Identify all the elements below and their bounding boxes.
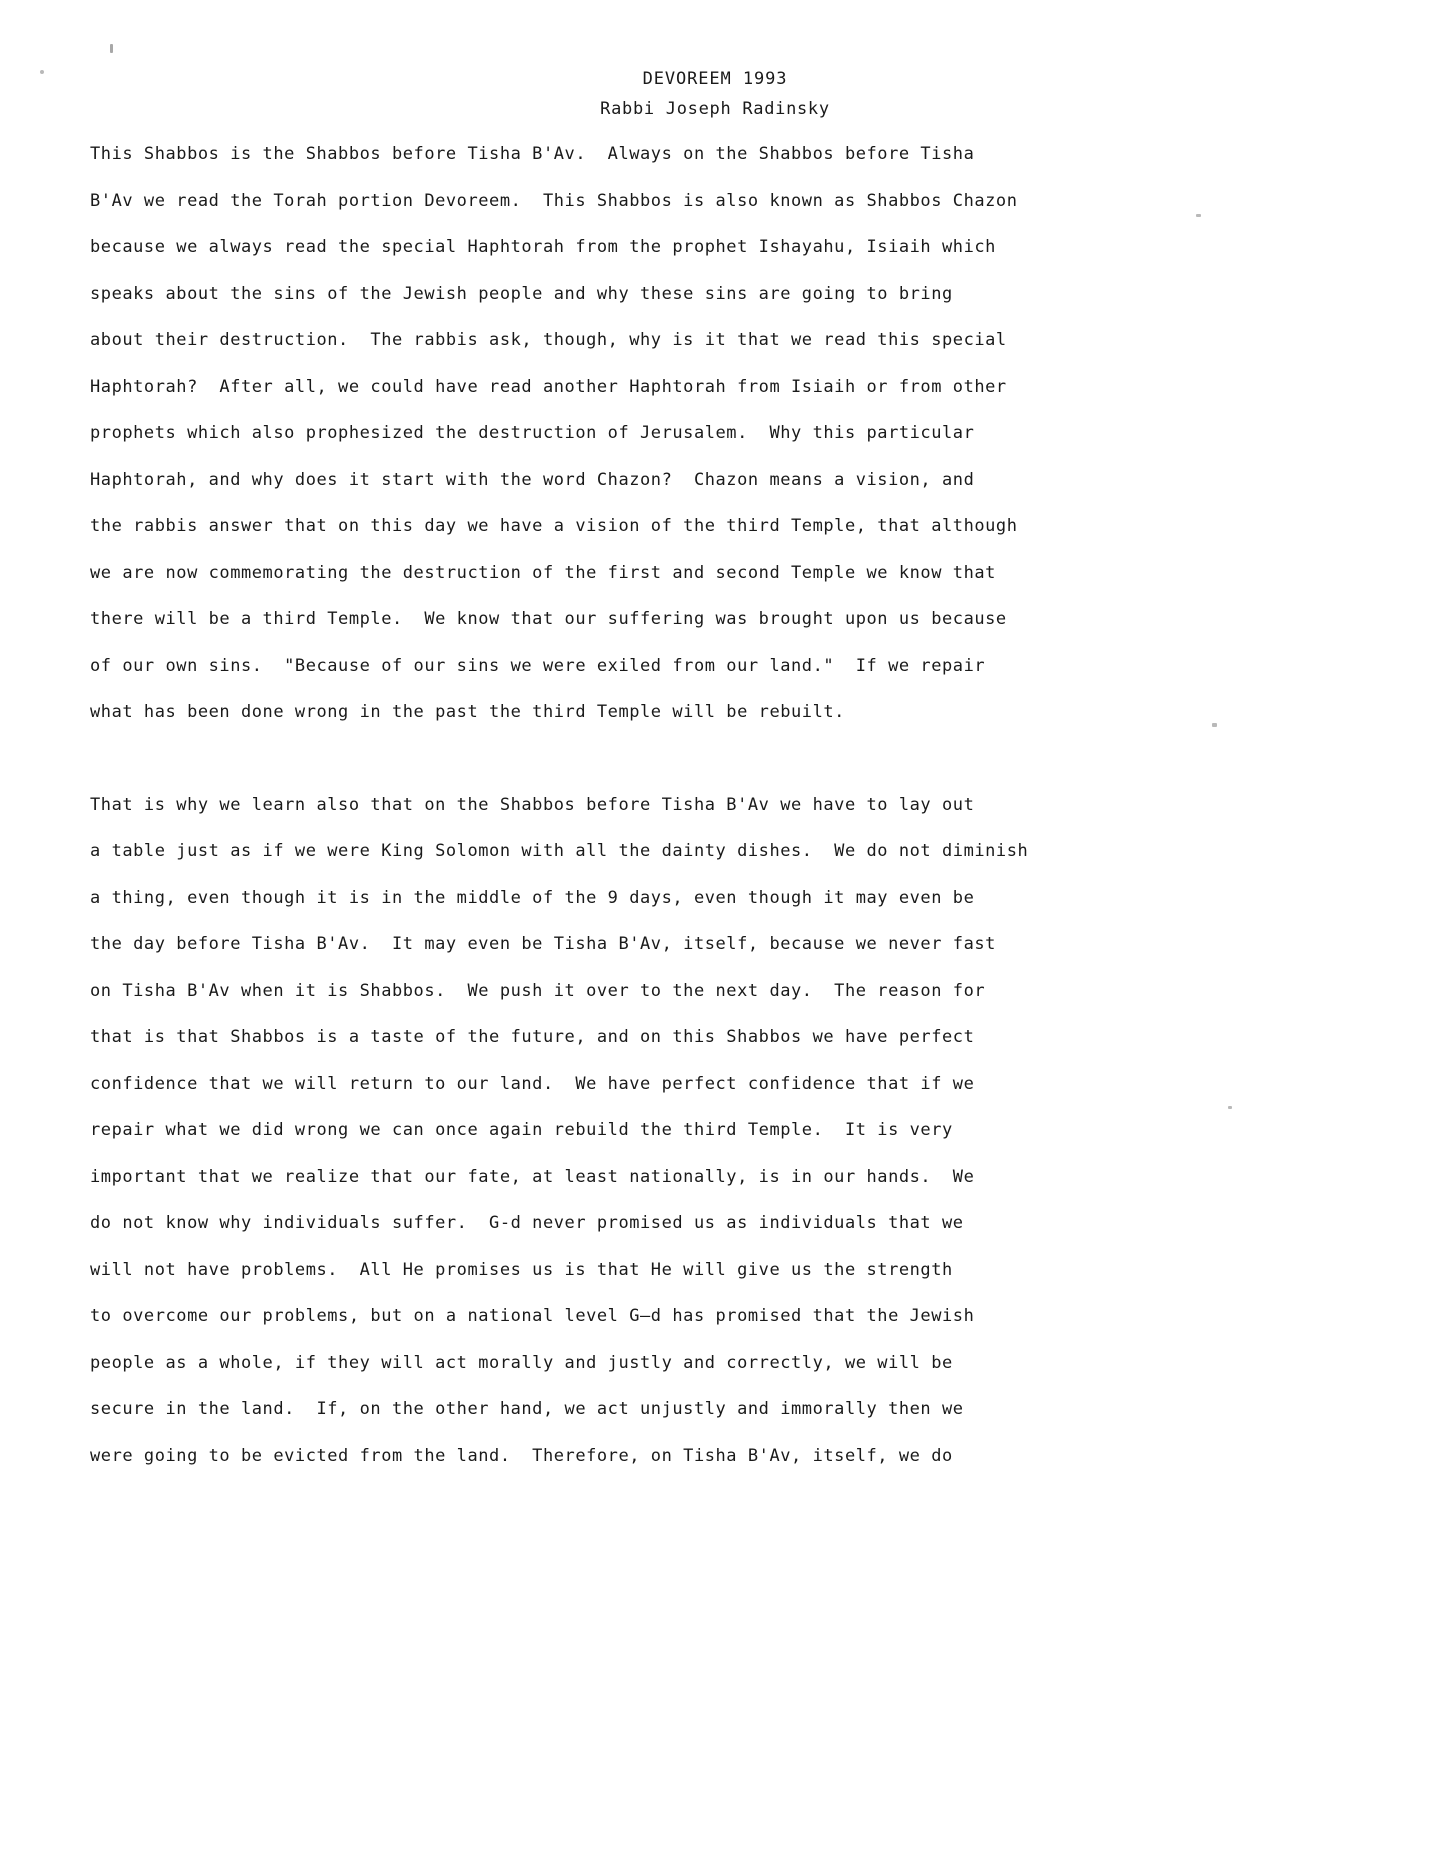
text-line: important that we realize that our fate, at least nationally, is in our hands. We <box>90 1166 975 1187</box>
paragraph-2 <box>90 782 1265 1480</box>
text-line: what has been done wrong in the past the third Temple will be rebuilt. <box>90 702 845 722</box>
text-line: confidence that we will return to our land. We have perfect confidence that if we <box>90 1073 975 1094</box>
document-header <box>0 64 1430 124</box>
text-line: speaks about the sins of the Jewish people and why these sins are going to bring <box>90 283 953 304</box>
document-body <box>90 131 1265 1479</box>
text-line: Haphtorah? After all, we could have read another Haphtorah from Isiaih or from other <box>90 376 1007 397</box>
text-line: there will be a third Temple. We know that our suffering was brought upon us because <box>90 609 1007 629</box>
text-line: of our own sins. "Because of our sins we were exiled from our land." If we repair <box>90 655 986 676</box>
text-line: were going to be evicted from the land. Therefore, on Tisha B'Av, itself, we do <box>90 1445 953 1466</box>
text-line: do not know why individuals suffer. G-d never promised us as individuals that we <box>90 1213 964 1233</box>
text-line: a thing, even though it is in the middle of the 9 days, even though it may even be <box>90 887 975 908</box>
document-title: DEVOREEM 1993 <box>642 69 788 89</box>
text-line: we are now commemorating the destruction of the first and second Temple we know that <box>90 562 996 583</box>
text-line: secure in the land. If, on the other hand, we act unjustly and immorally then we <box>90 1399 964 1419</box>
text-line: prophets which also prophesized the destruction of Jerusalem. Why this particular <box>90 423 975 443</box>
text-line: B'Av we read the Torah portion Devoreem. This Shabbos is also known as Shabbos Chazon <box>90 190 1018 211</box>
text-line: about their destruction. The rabbis ask, though, why is it that we read this special <box>90 330 1007 350</box>
paragraph-1 <box>90 131 1265 736</box>
text-line: the rabbis answer that on this day we have a vision of the third Temple, that although <box>90 516 1018 536</box>
text-line: a table just as if we were King Solomon with all the dainty dishes. We do not diminish <box>90 841 1029 861</box>
document-author: Rabbi Joseph Radinsky <box>600 99 830 119</box>
text-line: on Tisha B'Av when it is Shabbos. We push it over to the next day. The reason for <box>90 980 986 1001</box>
text-line: because we always read the special Haphtorah from the prophet Ishayahu, Isiaih which <box>90 237 996 257</box>
text-line: That is why we learn also that on the Shabbos before Tisha B'Av we have to lay out <box>90 794 975 815</box>
text-line: repair what we did wrong we can once again rebuild the third Temple. It is very <box>90 1120 953 1140</box>
text-line: that is that Shabbos is a taste of the future, and on this Shabbos we have perfect <box>90 1027 975 1047</box>
text-line: to overcome our problems, but on a national level G—d has promised that the Jewish <box>90 1306 975 1326</box>
text-line: will not have problems. All He promises us is that He will give us the strength <box>90 1259 953 1280</box>
text-line: This Shabbos is the Shabbos before Tisha B'Av. Always on the Shabbos before Tisha <box>90 144 975 164</box>
text-line: the day before Tisha B'Av. It may even be Tisha B'Av, itself, because we never fast <box>90 934 996 954</box>
scan-speck-icon <box>110 44 113 53</box>
text-line: people as a whole, if they will act morally and justly and correctly, we will be <box>90 1352 953 1373</box>
text-line: Haphtorah, and why does it start with the word Chazon? Chazon means a vision, and <box>90 469 975 490</box>
